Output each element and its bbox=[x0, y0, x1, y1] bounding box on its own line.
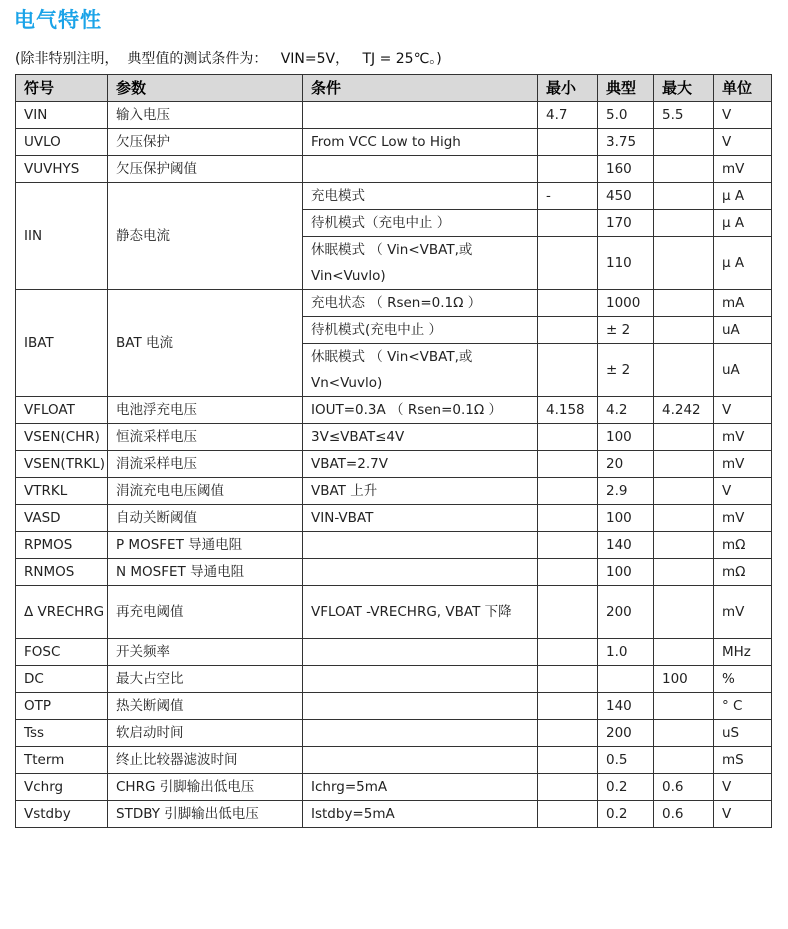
cell-parameter: 欠压保护 bbox=[108, 129, 303, 156]
header-min: 最小 bbox=[538, 75, 598, 102]
header-symbol: 符号 bbox=[16, 75, 108, 102]
cell-unit: uA bbox=[714, 317, 772, 344]
cell-condition: VFLOAT -VRECHRG, VBAT 下降 bbox=[303, 586, 538, 639]
cell-typ: 100 bbox=[598, 424, 654, 451]
cell-condition bbox=[303, 666, 538, 693]
cell-min bbox=[538, 720, 598, 747]
cell-parameter: 涓流采样电压 bbox=[108, 451, 303, 478]
cell-max: 0.6 bbox=[654, 801, 714, 828]
cell-max bbox=[654, 478, 714, 505]
cell-condition bbox=[303, 639, 538, 666]
cell-typ: 1000 bbox=[598, 290, 654, 317]
cell-condition: VIN-VBAT bbox=[303, 505, 538, 532]
cell-typ: 5.0 bbox=[598, 102, 654, 129]
cell-parameter: 电池浮充电压 bbox=[108, 397, 303, 424]
cell-condition bbox=[303, 156, 538, 183]
cell-min bbox=[538, 693, 598, 720]
cell-typ: 160 bbox=[598, 156, 654, 183]
cell-min: 4.7 bbox=[538, 102, 598, 129]
cell-min bbox=[538, 290, 598, 317]
cell-unit: % bbox=[714, 666, 772, 693]
cell-parameter: CHRG 引脚输出低电压 bbox=[108, 774, 303, 801]
cell-symbol: Δ VRECHRG bbox=[16, 586, 108, 639]
cell-max bbox=[654, 532, 714, 559]
cell-unit: mV bbox=[714, 586, 772, 639]
cell-unit: μ A bbox=[714, 237, 772, 290]
cell-max bbox=[654, 505, 714, 532]
cell-min bbox=[538, 532, 598, 559]
cell-condition bbox=[303, 747, 538, 774]
cell-symbol: IBAT bbox=[16, 290, 108, 397]
cell-parameter: 再充电阈值 bbox=[108, 586, 303, 639]
cell-typ: 200 bbox=[598, 720, 654, 747]
cell-parameter: 自动关断阈值 bbox=[108, 505, 303, 532]
cell-unit: MHz bbox=[714, 639, 772, 666]
test-conditions-note: (除非特别注明， 典型值的测试条件为： VIN=5V， TJ = 25℃。) bbox=[15, 51, 442, 67]
cell-unit: mV bbox=[714, 156, 772, 183]
cell-typ: 0.2 bbox=[598, 774, 654, 801]
cell-typ: 4.2 bbox=[598, 397, 654, 424]
cell-typ: 1.0 bbox=[598, 639, 654, 666]
header-condition: 条件 bbox=[303, 75, 538, 102]
cell-min bbox=[538, 639, 598, 666]
cell-unit: μ A bbox=[714, 183, 772, 210]
cell-min bbox=[538, 801, 598, 828]
cell-unit: V bbox=[714, 478, 772, 505]
cell-unit: uS bbox=[714, 720, 772, 747]
cell-max bbox=[654, 586, 714, 639]
cell-condition bbox=[303, 720, 538, 747]
cell-unit: V bbox=[714, 397, 772, 424]
cell-parameter: 输入电压 bbox=[108, 102, 303, 129]
table-row bbox=[16, 532, 772, 559]
cell-typ: 110 bbox=[598, 237, 654, 290]
table-row bbox=[16, 156, 772, 183]
table-row bbox=[16, 451, 772, 478]
cell-parameter: 静态电流 bbox=[108, 183, 303, 290]
cell-symbol: IIN bbox=[16, 183, 108, 290]
header-max: 最大 bbox=[654, 75, 714, 102]
cell-max: 4.242 bbox=[654, 397, 714, 424]
table-row bbox=[16, 747, 772, 774]
cell-unit: mV bbox=[714, 424, 772, 451]
cell-max bbox=[654, 210, 714, 237]
table-row bbox=[16, 505, 772, 532]
cell-max bbox=[654, 693, 714, 720]
table-row bbox=[16, 693, 772, 720]
cell-typ: ± 2 bbox=[598, 344, 654, 397]
cell-parameter: 热关断阈值 bbox=[108, 693, 303, 720]
cell-condition bbox=[303, 102, 538, 129]
cell-max: 0.6 bbox=[654, 774, 714, 801]
table-row bbox=[16, 397, 772, 424]
table-row bbox=[16, 129, 772, 156]
cell-min bbox=[538, 451, 598, 478]
cell-typ: 3.75 bbox=[598, 129, 654, 156]
cell-typ: 100 bbox=[598, 505, 654, 532]
cell-parameter: 开关频率 bbox=[108, 639, 303, 666]
cell-max bbox=[654, 290, 714, 317]
cell-condition: 休眠模式 （ Vin<VBAT,或 Vin<Vuvlo) bbox=[303, 237, 538, 290]
cell-symbol: DC bbox=[16, 666, 108, 693]
cell-min: 4.158 bbox=[538, 397, 598, 424]
cell-parameter: 终止比较器滤波时间 bbox=[108, 747, 303, 774]
cell-parameter: P MOSFET 导通电阻 bbox=[108, 532, 303, 559]
cell-condition: 待机模式（充电中止 ） bbox=[303, 210, 538, 237]
cell-max bbox=[654, 156, 714, 183]
cell-condition bbox=[303, 559, 538, 586]
cell-symbol: VASD bbox=[16, 505, 108, 532]
cell-symbol: VFLOAT bbox=[16, 397, 108, 424]
cell-symbol: RNMOS bbox=[16, 559, 108, 586]
cell-symbol: VSEN(CHR) bbox=[16, 424, 108, 451]
cell-unit: V bbox=[714, 102, 772, 129]
cell-typ: 0.2 bbox=[598, 801, 654, 828]
cell-min bbox=[538, 156, 598, 183]
cell-typ bbox=[598, 666, 654, 693]
cell-max: 100 bbox=[654, 666, 714, 693]
cell-min bbox=[538, 424, 598, 451]
cell-unit: mΩ bbox=[714, 532, 772, 559]
cell-parameter: 恒流采样电压 bbox=[108, 424, 303, 451]
cell-max: 5.5 bbox=[654, 102, 714, 129]
cell-typ: ± 2 bbox=[598, 317, 654, 344]
cell-symbol: VIN bbox=[16, 102, 108, 129]
cell-symbol: Tss bbox=[16, 720, 108, 747]
cell-min bbox=[538, 747, 598, 774]
cell-condition bbox=[303, 693, 538, 720]
cell-max bbox=[654, 317, 714, 344]
cell-unit: mΩ bbox=[714, 559, 772, 586]
cell-min bbox=[538, 559, 598, 586]
cell-condition bbox=[303, 532, 538, 559]
cell-unit: mV bbox=[714, 505, 772, 532]
electrical-characteristics-table bbox=[15, 74, 772, 828]
cell-unit: mV bbox=[714, 451, 772, 478]
table-row bbox=[16, 774, 772, 801]
cell-max bbox=[654, 237, 714, 290]
cell-symbol: RPMOS bbox=[16, 532, 108, 559]
cell-max bbox=[654, 559, 714, 586]
cell-min bbox=[538, 210, 598, 237]
cell-condition: 休眠模式 （ Vin<VBAT,或 Vn<Vuvlo) bbox=[303, 344, 538, 397]
header-unit: 单位 bbox=[714, 75, 772, 102]
cell-condition: From VCC Low to High bbox=[303, 129, 538, 156]
cell-unit: μ A bbox=[714, 210, 772, 237]
cell-condition: 3V≤VBAT≤4V bbox=[303, 424, 538, 451]
cell-condition: IOUT=0.3A （ Rsen=0.1Ω ） bbox=[303, 397, 538, 424]
cell-typ: 170 bbox=[598, 210, 654, 237]
cell-unit: mS bbox=[714, 747, 772, 774]
cell-typ: 140 bbox=[598, 693, 654, 720]
cell-condition: VBAT 上升 bbox=[303, 478, 538, 505]
table-row bbox=[16, 801, 772, 828]
cell-unit: V bbox=[714, 129, 772, 156]
table-row bbox=[16, 183, 772, 210]
cell-parameter: 软启动时间 bbox=[108, 720, 303, 747]
cell-symbol: VTRKL bbox=[16, 478, 108, 505]
table-row bbox=[16, 666, 772, 693]
cell-min bbox=[538, 237, 598, 290]
cell-parameter: 最大占空比 bbox=[108, 666, 303, 693]
page-title: 电气特性 bbox=[14, 8, 102, 32]
header-typ: 典型 bbox=[598, 75, 654, 102]
cell-symbol: OTP bbox=[16, 693, 108, 720]
table-row bbox=[16, 424, 772, 451]
cell-parameter: 涓流充电电压阈值 bbox=[108, 478, 303, 505]
cell-max bbox=[654, 183, 714, 210]
header-parameter: 参数 bbox=[108, 75, 303, 102]
cell-parameter: BAT 电流 bbox=[108, 290, 303, 397]
cell-min bbox=[538, 666, 598, 693]
cell-condition: 充电状态 （ Rsen=0.1Ω ） bbox=[303, 290, 538, 317]
table-row bbox=[16, 290, 772, 317]
table-row bbox=[16, 478, 772, 505]
cell-min bbox=[538, 344, 598, 397]
cell-unit: uA bbox=[714, 344, 772, 397]
cell-symbol: VUVHYS bbox=[16, 156, 108, 183]
cell-typ: 2.9 bbox=[598, 478, 654, 505]
table-row bbox=[16, 720, 772, 747]
cell-typ: 0.5 bbox=[598, 747, 654, 774]
cell-typ: 20 bbox=[598, 451, 654, 478]
cell-symbol: Vstdby bbox=[16, 801, 108, 828]
cell-unit: V bbox=[714, 774, 772, 801]
cell-condition: Ichrg=5mA bbox=[303, 774, 538, 801]
cell-max bbox=[654, 344, 714, 397]
cell-min bbox=[538, 317, 598, 344]
table-row bbox=[16, 586, 772, 639]
cell-min bbox=[538, 478, 598, 505]
table-row bbox=[16, 559, 772, 586]
cell-max bbox=[654, 720, 714, 747]
cell-condition: 充电模式 bbox=[303, 183, 538, 210]
cell-min bbox=[538, 586, 598, 639]
cell-parameter: 欠压保护阈值 bbox=[108, 156, 303, 183]
cell-max bbox=[654, 747, 714, 774]
cell-typ: 200 bbox=[598, 586, 654, 639]
cell-symbol: FOSC bbox=[16, 639, 108, 666]
cell-min bbox=[538, 774, 598, 801]
cell-max bbox=[654, 424, 714, 451]
cell-symbol: Vchrg bbox=[16, 774, 108, 801]
cell-max bbox=[654, 451, 714, 478]
cell-parameter: N MOSFET 导通电阻 bbox=[108, 559, 303, 586]
table-header-row bbox=[16, 75, 772, 102]
cell-condition: Istdby=5mA bbox=[303, 801, 538, 828]
cell-symbol: Tterm bbox=[16, 747, 108, 774]
table-row bbox=[16, 639, 772, 666]
cell-condition: VBAT=2.7V bbox=[303, 451, 538, 478]
cell-symbol: UVLO bbox=[16, 129, 108, 156]
cell-symbol: VSEN(TRKL) bbox=[16, 451, 108, 478]
table-row bbox=[16, 102, 772, 129]
cell-condition: 待机模式(充电中止 ） bbox=[303, 317, 538, 344]
cell-parameter: STDBY 引脚输出低电压 bbox=[108, 801, 303, 828]
cell-unit: V bbox=[714, 801, 772, 828]
cell-typ: 100 bbox=[598, 559, 654, 586]
cell-typ: 140 bbox=[598, 532, 654, 559]
cell-max bbox=[654, 639, 714, 666]
cell-min: - bbox=[538, 183, 598, 210]
cell-min bbox=[538, 505, 598, 532]
cell-unit: ° C bbox=[714, 693, 772, 720]
cell-min bbox=[538, 129, 598, 156]
cell-typ: 450 bbox=[598, 183, 654, 210]
cell-unit: mA bbox=[714, 290, 772, 317]
cell-max bbox=[654, 129, 714, 156]
